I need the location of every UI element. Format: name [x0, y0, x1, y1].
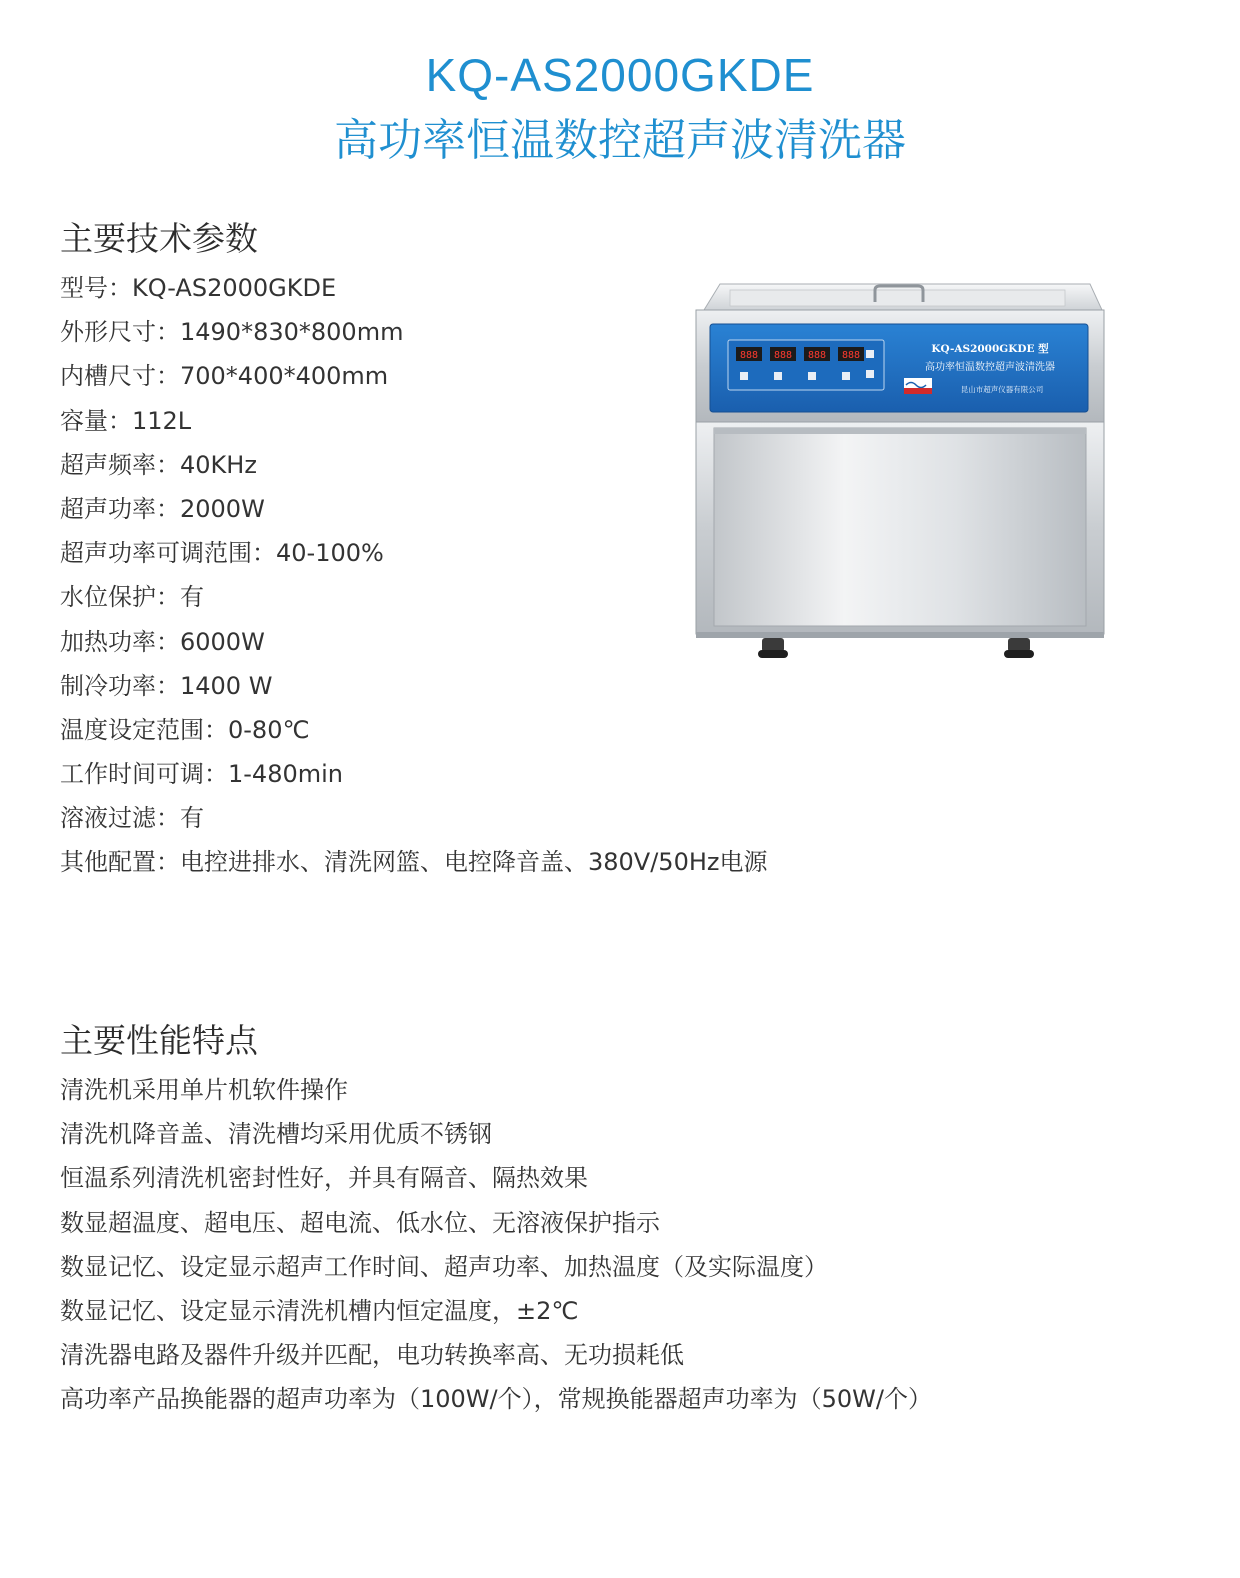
- feature-row: 清洗机降音盖、清洗槽均采用优质不锈钢: [60, 1120, 492, 1149]
- spec-row-water-level: 水位保护：有: [60, 583, 204, 612]
- feature-row: 数显超温度、超电压、超电流、低水位、无溶液保护指示: [60, 1208, 660, 1237]
- spec-row-frequency: 超声频率：40KHz: [60, 450, 257, 479]
- features-heading: 主要性能特点: [60, 1021, 258, 1060]
- spec-row-power-range: 超声功率可调范围：40-100%: [60, 539, 384, 568]
- performance-features-section: [60, 1018, 932, 1422]
- technical-specs-section: [60, 216, 768, 885]
- spec-row-ultrasonic-power: 超声功率：2000W: [60, 494, 265, 523]
- feature-row: 数显记忆、设定显示清洗机槽内恒定温度，±2℃: [60, 1296, 579, 1325]
- spec-row-capacity: 容量：112L: [60, 406, 192, 435]
- page-header: [0, 42, 1240, 174]
- feature-row: 清洗机采用单片机软件操作: [60, 1076, 348, 1104]
- svg-text:888: 888: [807, 350, 827, 361]
- spec-row-model: 型号：KQ-AS2000GKDE: [60, 274, 337, 302]
- spec-row-other-config: 其他配置：电控进排水、清洗网篮、电控降音盖、380V/50Hz电源: [60, 848, 768, 877]
- spec-row-temperature-range: 温度设定范围：0-80℃: [60, 715, 310, 744]
- product-image: [690, 280, 1110, 665]
- feature-row: 数显记忆、设定显示超声工作时间、超声功率、加热温度（及实际温度）: [60, 1252, 828, 1281]
- product-model-title: KQ-AS2000GKDE: [425, 49, 815, 101]
- panel-name-text: 高功率恒温数控超声波清洗器: [925, 362, 1055, 373]
- svg-text:888: 888: [773, 350, 793, 361]
- spec-row-inner-tank: 内槽尺寸：700*400*400mm: [60, 362, 389, 391]
- panel-company-text: 昆山市超声仪器有限公司: [960, 385, 1044, 394]
- spec-row-work-time: 工作时间可调：1-480min: [60, 760, 343, 789]
- spec-row-filtration: 溶液过滤：有: [60, 804, 204, 833]
- specs-heading: 主要技术参数: [60, 219, 258, 258]
- feature-row: 高功率产品换能器的超声功率为（100W/个），常规换能器超声功率为（50W/个）: [60, 1385, 932, 1414]
- ultrasonic-cleaner-illustration: [690, 280, 1110, 665]
- spec-row-cooling-power: 制冷功率：1400 W: [60, 671, 273, 700]
- svg-text:888: 888: [841, 350, 861, 361]
- svg-text:888: 888: [739, 350, 759, 361]
- feature-row: 清洗器电路及器件升级并匹配，电功转换率高、无功损耗低: [60, 1341, 684, 1370]
- product-name-title: 高功率恒温数控超声波清洗器: [334, 115, 906, 166]
- panel-model-text: KQ-AS2000GKDE 型: [931, 343, 1049, 355]
- spec-row-heating-power: 加热功率：6000W: [60, 627, 265, 656]
- feature-row: 恒温系列清洗机密封性好，并具有隔音、隔热效果: [60, 1164, 588, 1193]
- spec-row-dimensions: 外形尺寸：1490*830*800mm: [60, 318, 404, 347]
